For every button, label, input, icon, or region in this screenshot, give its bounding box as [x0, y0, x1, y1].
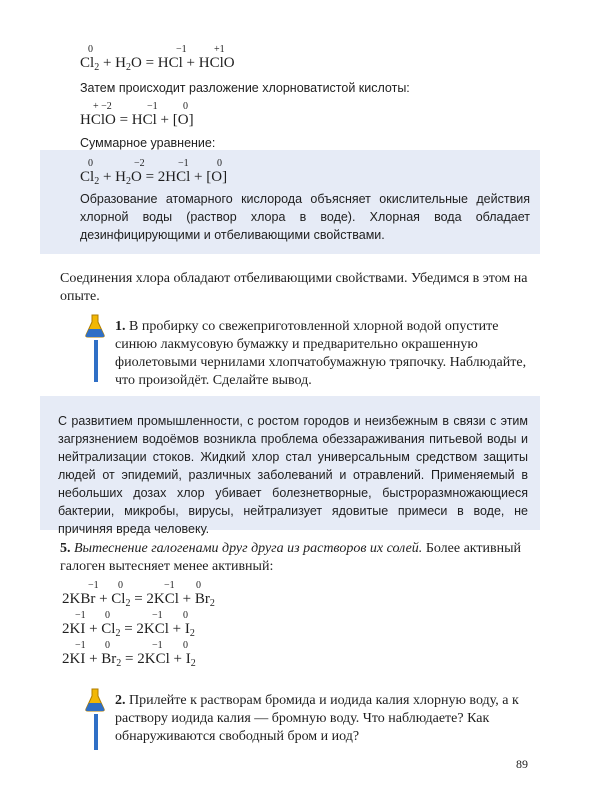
equation-formula: $Cl_2 + H_2O$ = HCl + HClO — [80, 55, 235, 73]
flask-icon — [84, 314, 106, 338]
oxidation-state: −1 — [152, 640, 163, 651]
page-number: 89 — [516, 757, 528, 771]
equation-formula: HClO = HCl + [O] — [80, 112, 194, 128]
box-top-text: Образование атомарного кислорода объясняет окислительные действия хлорной воды (раствор хлора в воде). Хлорная вода обладает дезинфицирующими и отбеливающими свойствами. — [80, 192, 530, 242]
text-summary: Суммарное уравнение: — [80, 136, 216, 150]
oxidation-state: +1 — [214, 44, 225, 55]
oxidation-state: 0 — [196, 580, 201, 591]
oxidation-state: −1 — [164, 580, 175, 591]
experiment-2-text: 2. Прилейте к растворам бромида и иодида калия хлорную воду, а к раствору иодида калия — бромную воду. Что наблюдаете? Как обнаруживаются свободный бром и иод? — [115, 693, 519, 744]
equation-formula: $2KBr + Cl_2 = 2KCl + Br_2$ — [62, 591, 215, 609]
experiment-bar — [94, 340, 98, 382]
experiment-1-text: 1. В пробирку со свежеприготовленной хлорной водой опустите синюю лакмусовую бумажку и предварительно окрашенную фиолетовыми чернилами хлопчатобумажную тряпочку. Наблюдайте, что произойдёт. Сделайте вывод. — [115, 319, 527, 388]
oxidation-state: −1 — [75, 610, 86, 621]
oxidation-state: 0 — [183, 101, 188, 112]
box-middle-text: С развитием промышленности, с ростом городов и неизбежным в связи с этим загрязнением водоёмов возникла проблема обеззараживания питьевой воды и нейтрализации стоков. Жидкий хлор стал универсальным средством защиты людей от эпидемий, различных заболеваний и отравлений. Применяемый в небольших дозах хлор убивает болезнетворные, быстроразмножающиеся бактерии, микробы, вирусы, нейтрализует ядовитые примеси в воде, не причиняя вреда человеку. — [58, 414, 528, 536]
flask-icon — [84, 688, 106, 712]
oxidation-state: −1 — [178, 158, 189, 169]
oxidation-state: −1 — [147, 101, 158, 112]
oxidation-state: 0 — [105, 640, 110, 651]
oxidation-state: 0 — [217, 158, 222, 169]
oxidation-state: 0 — [183, 640, 188, 651]
oxidation-state: 0 — [88, 44, 93, 55]
oxidation-state: −1 — [176, 44, 187, 55]
oxidation-state: −1 — [88, 580, 99, 591]
oxidation-state: 0 — [183, 610, 188, 621]
oxidation-state: + −2 — [93, 101, 112, 112]
oxidation-state: −1 — [75, 640, 86, 651]
oxidation-state: 0 — [105, 610, 110, 621]
text-decomposition: Затем происходит разложение хлорноватистой кислоты: — [80, 81, 410, 95]
oxidation-state: 0 — [118, 580, 123, 591]
oxidation-state: 0 — [88, 158, 93, 169]
equation-formula: $2KI + Br_2 = 2KCl + I_2$ — [62, 651, 196, 669]
oxidation-state: −2 — [134, 158, 145, 169]
section-5-heading: 5. Вытеснение галогенами друг друга из растворов их солей. Более активный галоген вытесняет менее активный: — [60, 541, 522, 574]
equation-formula: $2KI + Cl_2 = 2KCl + I_2$ — [62, 621, 195, 639]
oxidation-state: −1 — [152, 610, 163, 621]
equation-formula: $Cl_2 + H_2O = 2HCl + [O]$ — [80, 169, 228, 187]
experiment-bar — [94, 714, 98, 750]
paragraph-bleaching: Соединения хлора обладают отбеливающими свойствами. Убедимся в этом на опыте. — [60, 271, 528, 304]
